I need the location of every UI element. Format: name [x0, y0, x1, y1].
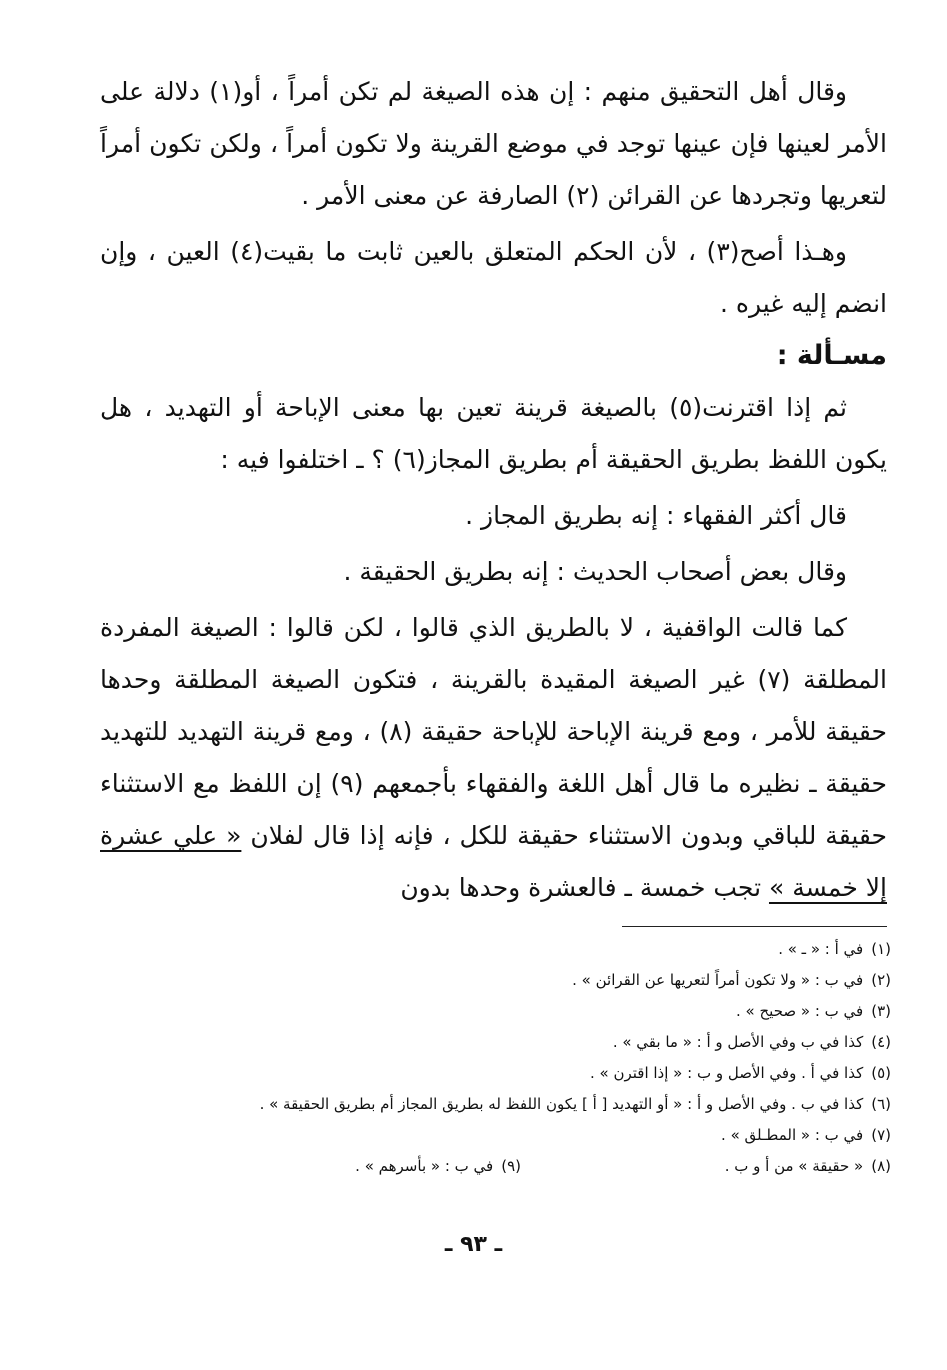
footnote-3	[100, 996, 891, 1027]
main-text	[100, 66, 887, 914]
paragraph-6	[100, 602, 887, 914]
footnote-text: كذا في ب . وفي الأصل و أ : « أو التهديد [ أ ] يكون اللفظ له بطريق المجاز أم بطريق الحقيقة » .	[259, 1095, 864, 1113]
footnote-number: (٣)	[871, 1002, 891, 1020]
paragraph-1: وقال أهل التحقيق منهم : إن هذه الصيغة لم تكن أمراً ، أو(١) دلالة على الأمر لعينها فإن عينها توجد في موضع القرينة ولا تكون أمراً ، ولكن تكون أمراً لتعريها وتجردها عن القرائن (٢) الصارفة عن معنى الأمر .	[100, 77, 887, 210]
footnote-text: « حقيقة » من أ و ب .	[724, 1157, 864, 1175]
footnote-text: في ب : « صحيح » .	[736, 1002, 864, 1020]
footnote-text: كذا في ب وفي الأصل و أ : « ما بقي » .	[612, 1033, 864, 1051]
footnote-4	[100, 1027, 891, 1058]
footnote-7	[100, 1120, 891, 1151]
paragraph-4: قال أكثر الفقهاء : إنه بطريق المجاز .	[465, 501, 847, 530]
footnote-5	[100, 1058, 891, 1089]
section-heading: مسـألة :	[776, 340, 887, 371]
footnote-number: (٦)	[871, 1095, 891, 1113]
paragraph-6-last-before: لفلان	[250, 821, 304, 850]
page-number: ـ ٩٣ ـ	[444, 1232, 503, 1257]
paragraph-6-text: كما قالت الواقفية ، لا بالطريق الذي قالوا ، لكن قالوا : الصيغة المفردة المطلقة (٧) غير الصيغة المقيدة بالقرينة ، فتكون الصيغة المطلقة وحدها حقيقة للأمر ، ومع قرينة الإباحة للإباحة حقيقة (٨) ، ومع قرينة التهديد للتهديد حقيقة ـ نظيره ما قال أهل اللغة والفقهاء بأجمعهم (٩) إن اللفظ مع الاستثناء حقيقة للباقي وبدون الاستثناء حقيقة للكل ، فإنه إذا قال	[100, 613, 888, 850]
footnote-number: (٥)	[871, 1064, 891, 1082]
footnote-divider	[622, 926, 887, 927]
footnote-2	[100, 965, 891, 996]
footnote-text: في ب : « بأسرهم » .	[355, 1157, 494, 1175]
footnote-number: (٩)	[501, 1157, 521, 1175]
footnote-number: (٨)	[871, 1157, 891, 1175]
paragraph-6-last-after: تجب خمسة ـ فالعشرة وحدها بدون	[400, 873, 762, 902]
footnote-number: (٢)	[871, 971, 891, 989]
footnote-text: في ب : « المطـلق » .	[721, 1126, 864, 1144]
footnote-6	[100, 1089, 891, 1120]
paragraph-2: وهـذا أصح(٣) ، لأن الحكم المتعلق بالعين ثابت ما بقيت(٤) العين ، وإن انضم إليه غيره .	[100, 237, 887, 318]
footnote-number: (١)	[871, 940, 891, 958]
footnote-number: (٧)	[871, 1126, 891, 1144]
footnote-8	[521, 1151, 891, 1182]
footnote-row-8-9	[100, 1151, 891, 1182]
footnote-text: كذا في أ . وفي الأصل و ب : « إذا اقترن » .	[589, 1064, 864, 1082]
paragraph-3: ثم إذا اقترنت(٥) بالصيغة قرينة تعين بها معنى الإباحة أو التهديد ، هل يكون اللفظ بطريق الحقيقة أم بطريق المجاز(٦) ؟ ـ اختلفوا فيه :	[100, 393, 887, 474]
footnote-text: في ب : « ولا تكون أمراً لتعريها عن القرائن » .	[572, 971, 864, 989]
footnote-number: (٤)	[871, 1033, 891, 1051]
footnotes	[100, 934, 891, 1182]
footnote-text: في أ : « ـ » .	[778, 940, 864, 958]
footnote-1	[100, 934, 891, 965]
underlined-quote: « علي عشرة إلا خمسة »	[100, 821, 887, 902]
paragraph-5: وقال بعض أصحاب الحديث : إنه بطريق الحقيقة .	[343, 557, 847, 586]
footnote-9	[355, 1151, 521, 1182]
